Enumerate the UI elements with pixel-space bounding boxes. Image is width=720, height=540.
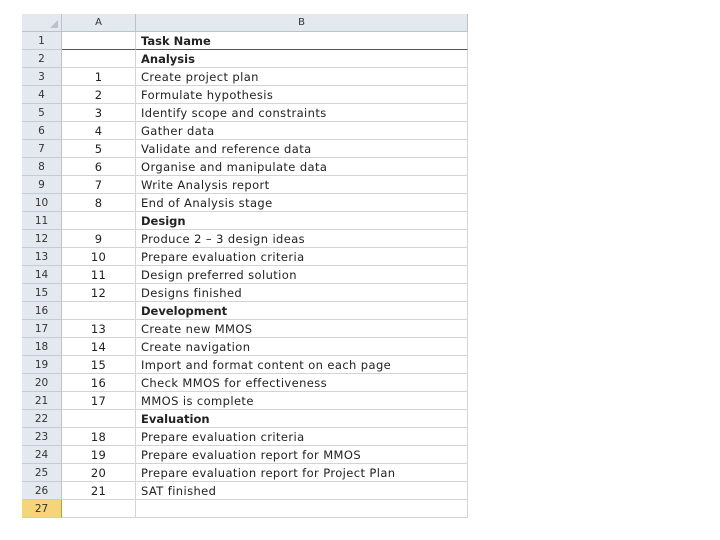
cell-task-name[interactable]: Prepare evaluation report for Project Plan <box>136 464 468 482</box>
row-header[interactable]: 22 <box>22 410 62 428</box>
cell-task-name[interactable]: Prepare evaluation criteria <box>136 428 468 446</box>
cell-task-number[interactable]: 14 <box>62 338 136 356</box>
cell-task-number[interactable]: 9 <box>62 230 136 248</box>
cell-task-name[interactable]: Design preferred solution <box>136 266 468 284</box>
row-header[interactable]: 19 <box>22 356 62 374</box>
spreadsheet-grid[interactable] <box>22 14 468 524</box>
cell-task-name[interactable]: Identify scope and constraints <box>136 104 468 122</box>
row-header[interactable]: 10 <box>22 194 62 212</box>
table-row <box>22 392 468 410</box>
row-header[interactable]: 8 <box>22 158 62 176</box>
row-header[interactable]: 14 <box>22 266 62 284</box>
table-row <box>22 176 468 194</box>
table-row <box>22 302 468 320</box>
cell-task-number[interactable]: 18 <box>62 428 136 446</box>
cell-task-name[interactable]: MMOS is complete <box>136 392 468 410</box>
row-header[interactable]: 6 <box>22 122 62 140</box>
cell-task-number[interactable] <box>62 212 136 230</box>
table-row <box>22 356 468 374</box>
table-row <box>22 410 468 428</box>
table-row <box>22 230 468 248</box>
row-header[interactable]: 3 <box>22 68 62 86</box>
cell-task-number[interactable]: 16 <box>62 374 136 392</box>
cell-task-number[interactable] <box>62 500 136 518</box>
cell-task-name[interactable]: Create project plan <box>136 68 468 86</box>
table-row <box>22 86 468 104</box>
cell-task-name[interactable]: Create new MMOS <box>136 320 468 338</box>
cell-section-heading[interactable]: Analysis <box>136 50 468 68</box>
cell-task-name[interactable]: Validate and reference data <box>136 140 468 158</box>
table-row <box>22 428 468 446</box>
table-row <box>22 104 468 122</box>
row-header[interactable]: 2 <box>22 50 62 68</box>
table-row <box>22 500 468 518</box>
cell-task-number[interactable] <box>62 32 136 50</box>
cell-task-number[interactable]: 4 <box>62 122 136 140</box>
cell-task-number[interactable]: 17 <box>62 392 136 410</box>
cell-task-number[interactable]: 13 <box>62 320 136 338</box>
row-header[interactable]: 15 <box>22 284 62 302</box>
cell-task-name[interactable]: Import and format content on each page <box>136 356 468 374</box>
table-row <box>22 140 468 158</box>
table-row <box>22 266 468 284</box>
cell-task-number[interactable]: 19 <box>62 446 136 464</box>
table-row <box>22 68 468 86</box>
cell-task-number[interactable]: 6 <box>62 158 136 176</box>
table-row <box>22 248 468 266</box>
column-header-b[interactable]: B <box>136 14 468 32</box>
table-row <box>22 320 468 338</box>
cell-task-number[interactable]: 5 <box>62 140 136 158</box>
cell-task-name[interactable]: Create navigation <box>136 338 468 356</box>
cell-task-number[interactable]: 8 <box>62 194 136 212</box>
row-header[interactable]: 12 <box>22 230 62 248</box>
table-row <box>22 50 468 68</box>
cell-task-number[interactable]: 20 <box>62 464 136 482</box>
row-header[interactable]: 7 <box>22 140 62 158</box>
table-row <box>22 158 468 176</box>
row-header[interactable]: 4 <box>22 86 62 104</box>
row-header[interactable]: 18 <box>22 338 62 356</box>
cell-task-number[interactable]: 2 <box>62 86 136 104</box>
cell-task-name[interactable]: Organise and manipulate data <box>136 158 468 176</box>
table-row <box>22 32 468 50</box>
cell-task-number[interactable]: 7 <box>62 176 136 194</box>
row-header[interactable]: 27 <box>22 500 62 518</box>
cell-task-number[interactable]: 15 <box>62 356 136 374</box>
column-header-a[interactable]: A <box>62 14 136 32</box>
table-row <box>22 374 468 392</box>
table-row <box>22 284 468 302</box>
cell-section-heading[interactable]: Evaluation <box>136 410 468 428</box>
row-header[interactable]: 9 <box>22 176 62 194</box>
row-header[interactable]: 17 <box>22 320 62 338</box>
row-header[interactable]: 23 <box>22 428 62 446</box>
row-header[interactable]: 26 <box>22 482 62 500</box>
cell-task-number[interactable] <box>62 302 136 320</box>
cell-task-name[interactable]: Produce 2 – 3 design ideas <box>136 230 468 248</box>
row-header[interactable]: 13 <box>22 248 62 266</box>
cell-task-name[interactable]: Designs finished <box>136 284 468 302</box>
cell-task-number[interactable]: 10 <box>62 248 136 266</box>
cell-task-name[interactable]: End of Analysis stage <box>136 194 468 212</box>
row-header[interactable]: 1 <box>22 32 62 50</box>
cell-task-name[interactable]: Write Analysis report <box>136 176 468 194</box>
cell-task-number[interactable] <box>62 410 136 428</box>
cell-task-number[interactable]: 21 <box>62 482 136 500</box>
table-row <box>22 338 468 356</box>
cell-task-name[interactable]: Formulate hypothesis <box>136 86 468 104</box>
cell-task-number[interactable]: 1 <box>62 68 136 86</box>
cell-section-heading[interactable]: Task Name <box>136 32 468 50</box>
cell-task-name[interactable] <box>136 500 468 518</box>
cell-task-name[interactable]: Gather data <box>136 122 468 140</box>
table-row <box>22 482 468 500</box>
row-header[interactable]: 24 <box>22 446 62 464</box>
row-header[interactable]: 5 <box>22 104 62 122</box>
table-row <box>22 212 468 230</box>
row-header[interactable]: 20 <box>22 374 62 392</box>
row-header[interactable]: 25 <box>22 464 62 482</box>
row-header[interactable]: 16 <box>22 302 62 320</box>
cell-task-number[interactable]: 11 <box>62 266 136 284</box>
table-row <box>22 194 468 212</box>
table-row <box>22 122 468 140</box>
table-row <box>22 464 468 482</box>
cell-task-name[interactable]: Prepare evaluation criteria <box>136 248 468 266</box>
cell-section-heading[interactable]: Development <box>136 302 468 320</box>
cell-task-name[interactable]: Prepare evaluation report for MMOS <box>136 446 468 464</box>
table-row <box>22 446 468 464</box>
cell-task-number[interactable]: 3 <box>62 104 136 122</box>
row-header[interactable]: 11 <box>22 212 62 230</box>
cell-task-number[interactable] <box>62 50 136 68</box>
select-all-corner[interactable] <box>22 14 62 32</box>
row-header[interactable]: 21 <box>22 392 62 410</box>
cell-section-heading[interactable]: Design <box>136 212 468 230</box>
cell-task-name[interactable]: Check MMOS for effectiveness <box>136 374 468 392</box>
cell-task-name[interactable]: SAT finished <box>136 482 468 500</box>
cell-task-number[interactable]: 12 <box>62 284 136 302</box>
